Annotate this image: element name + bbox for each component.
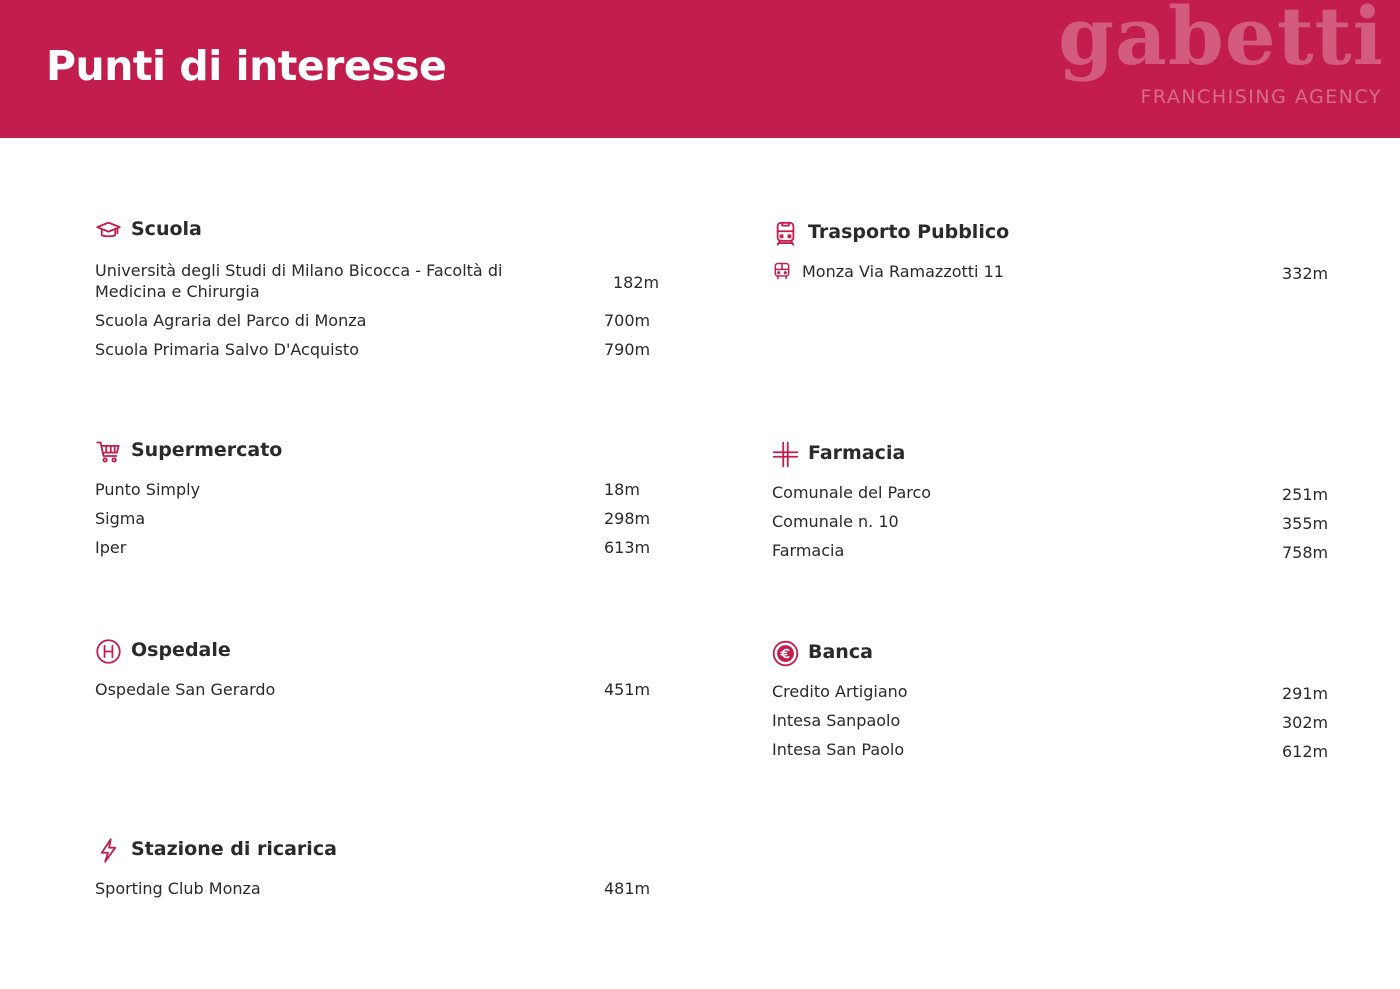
section-scuola [95, 216, 695, 368]
list-item [772, 540, 1372, 569]
list-item [772, 739, 1372, 768]
poi-distance: 298m [604, 509, 651, 528]
poi-name: Intesa Sanpaolo [772, 711, 901, 730]
pharmacy-cross-icon [772, 441, 799, 468]
list-item [95, 537, 695, 566]
train-icon [772, 220, 799, 247]
poi-name: Sporting Club Monza [95, 879, 261, 898]
section-header [95, 637, 695, 667]
logo-wordmark: gabetti [1058, 0, 1384, 83]
poi-distance: 291m [1282, 684, 1329, 703]
poi-name: Comunale del Parco [772, 483, 932, 502]
page-title: Punti di interesse [46, 42, 447, 90]
poi-name: Iper [95, 538, 127, 557]
poi-distance: 700m [604, 311, 651, 330]
poi-distance: 481m [604, 879, 651, 898]
poi-name: Intesa San Paolo [772, 740, 905, 759]
poi-name: Monza Via Ramazzotti 11 [802, 262, 1004, 281]
poi-distance: 612m [1282, 742, 1329, 761]
gabetti-logo [1014, 0, 1384, 126]
section-trasporto [772, 219, 1372, 290]
poi-distance: 758m [1282, 543, 1329, 562]
logo-subtitle: FRANCHISING AGENCY [1140, 86, 1382, 108]
poi-distance: 355m [1282, 514, 1329, 533]
poi-name: Ospedale San Gerardo [95, 680, 276, 699]
list-item [772, 681, 1372, 710]
euro-coin-icon [772, 640, 799, 667]
section-banca [772, 639, 1372, 768]
section-farmacia [772, 440, 1372, 569]
poi-distance: 332m [1282, 264, 1329, 283]
list-item [772, 511, 1372, 540]
list-item [95, 679, 695, 708]
poi-distance: 790m [604, 340, 651, 359]
poi-distance: 451m [604, 680, 651, 699]
graduation-cap-icon [95, 217, 122, 244]
list-item [95, 479, 695, 508]
section-title: Supermercato [131, 439, 283, 461]
list-item [95, 339, 695, 368]
poi-name: Farmacia [772, 541, 845, 560]
poi-name: Università degli Studi di Milano Bicocca - Facoltà di Medicina e Chirurgia [95, 261, 503, 301]
header-banner [0, 0, 1400, 138]
poi-name: Comunale n. 10 [772, 512, 899, 531]
section-title: Stazione di ricarica [131, 838, 337, 860]
poi-list [95, 679, 695, 708]
list-item [772, 482, 1372, 511]
section-header [772, 219, 1372, 249]
section-title: Ospedale [131, 639, 231, 661]
section-ospedale [95, 637, 695, 708]
section-ricarica [95, 836, 695, 907]
section-title: Trasporto Pubblico [808, 221, 1010, 243]
list-item [772, 710, 1372, 739]
poi-list [95, 479, 695, 566]
section-title: Farmacia [808, 442, 906, 464]
shopping-cart-icon [95, 438, 122, 465]
section-header [95, 216, 695, 246]
list-item [95, 260, 660, 310]
poi-name: Credito Artigiano [772, 682, 908, 701]
section-title: Banca [808, 641, 873, 663]
section-header [95, 437, 695, 467]
section-title: Scuola [131, 218, 202, 240]
list-item [95, 310, 695, 339]
list-item [95, 508, 695, 537]
poi-name: Punto Simply [95, 480, 201, 499]
poi-list [772, 261, 1372, 290]
poi-distance: 251m [1282, 485, 1329, 504]
section-supermercato [95, 437, 695, 566]
poi-list [772, 482, 1372, 569]
hospital-icon [95, 638, 122, 665]
list-item [95, 878, 695, 907]
lightning-bolt-icon [95, 837, 122, 864]
section-header [772, 639, 1372, 669]
poi-list [772, 681, 1372, 768]
section-header [772, 440, 1372, 470]
poi-name: Scuola Primaria Salvo D'Acquisto [95, 340, 359, 359]
poi-list [95, 878, 695, 907]
list-item [772, 261, 1372, 290]
poi-distance: 302m [1282, 713, 1329, 732]
poi-name: Sigma [95, 509, 146, 528]
section-header [95, 836, 695, 866]
poi-list [95, 260, 695, 368]
poi-distance: 182m [613, 273, 660, 292]
bus-icon [772, 261, 792, 281]
poi-name: Scuola Agraria del Parco di Monza [95, 311, 367, 330]
poi-distance: 613m [604, 538, 651, 557]
poi-distance: 18m [604, 480, 640, 499]
